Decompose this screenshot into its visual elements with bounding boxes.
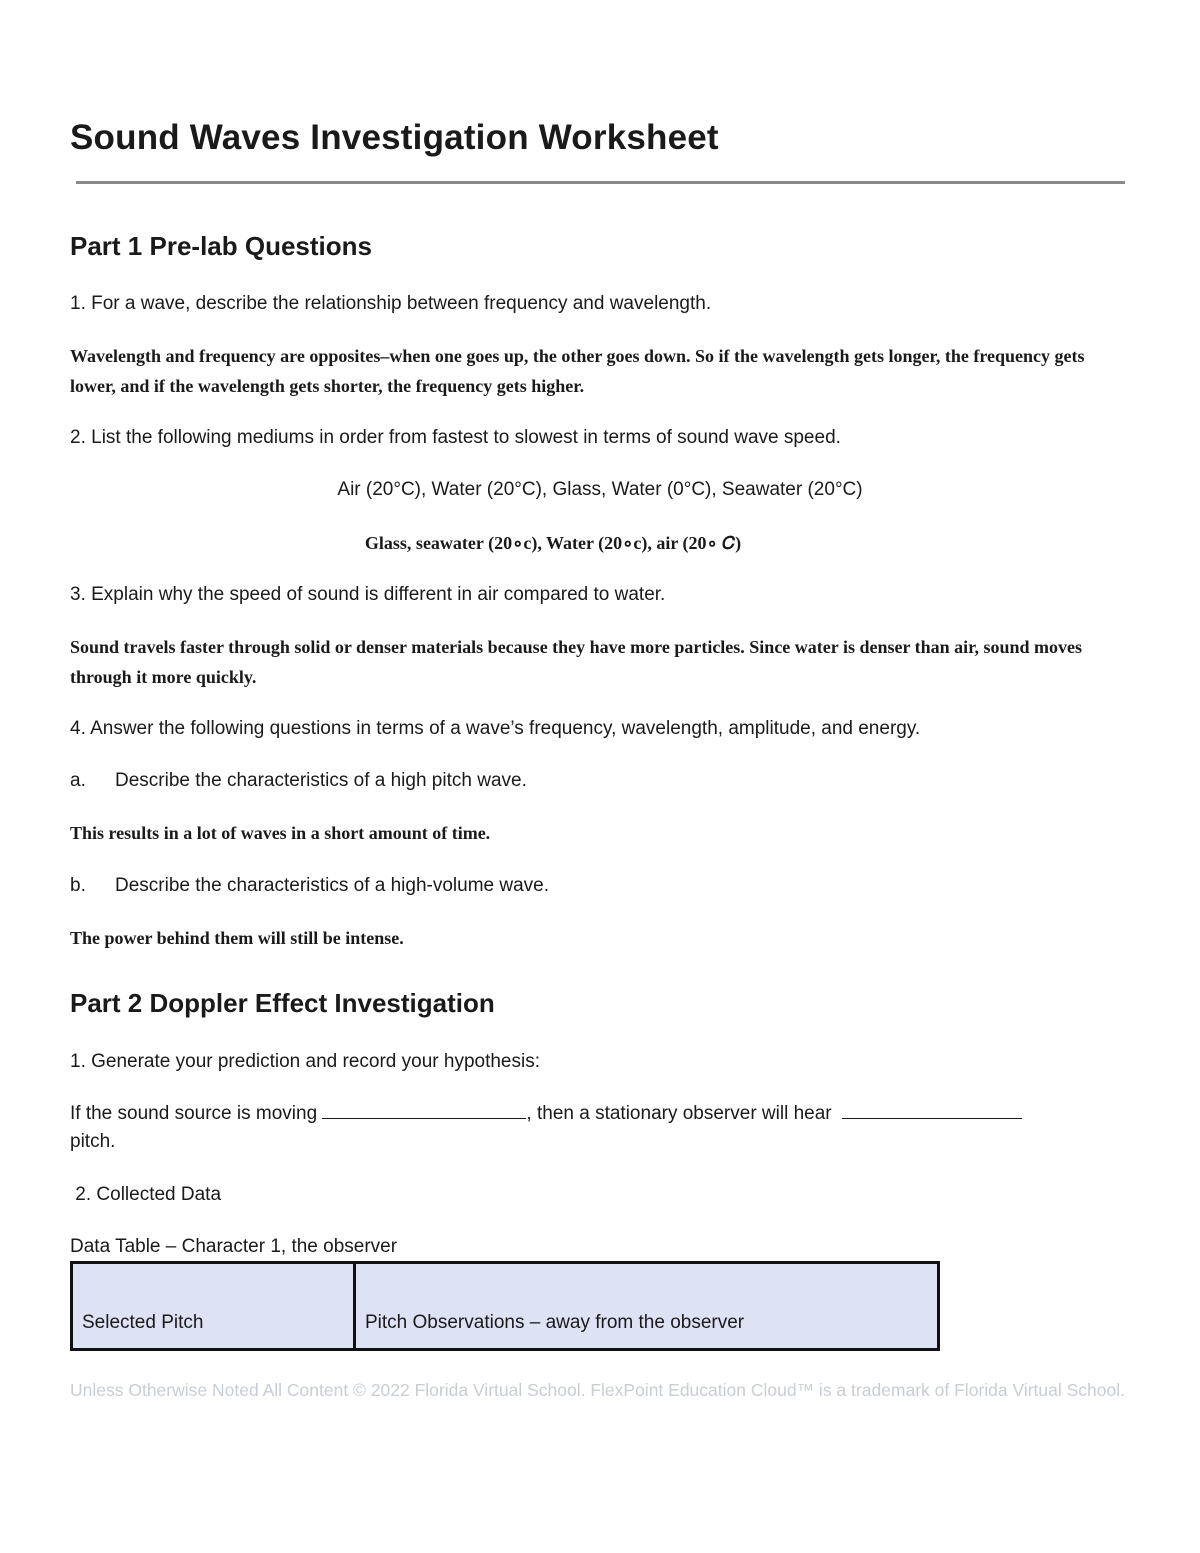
part2-heading: Part 2 Doppler Effect Investigation xyxy=(70,988,495,1018)
answer-2: Glass, seawater (20∘c), Water (20∘c), air (20∘ 𝐶) xyxy=(364,533,742,553)
hypothesis-blank-2[interactable] xyxy=(842,1100,1022,1119)
question-4b-text: Describe the characteristics of a high-volume wave. xyxy=(115,875,550,896)
question-2: 2. List the following mediums in order from fastest to slowest in terms of sound wave speed. xyxy=(70,427,841,448)
medium-list: Air (20°C), Water (20°C), Glass, Water (0°C), Seawater (20°C) xyxy=(337,479,863,500)
answer-3: Sound travels faster through solid or denser materials because they have more particles. Since water is denser than air, sound moves through it more quickly. xyxy=(70,637,1082,687)
question-4b-letter: b. xyxy=(70,875,86,896)
answer-4b: The power behind them will still be intense. xyxy=(70,928,404,948)
question-1: 1. For a wave, describe the relationship between frequency and wavelength. xyxy=(70,293,712,314)
page-title: Sound Waves Investigation Worksheet xyxy=(70,118,719,157)
question-4: 4. Answer the following questions in terms of a wave’s frequency, wavelength, amplitude, and energy. xyxy=(70,718,921,739)
question-4b xyxy=(70,872,549,900)
copyright-footer: Unless Otherwise Noted All Content © 2022 Florida Virtual School. FlexPoint Education Cloud™ is a trademark of Florida Virtual School. xyxy=(70,1380,1125,1400)
table-header-row xyxy=(72,1263,939,1350)
hypothesis-sentence xyxy=(70,1100,1130,1156)
hypothesis-text-1: If the sound source is moving xyxy=(70,1103,323,1124)
data-table xyxy=(70,1261,940,1351)
part2-question-1: 1. Generate your prediction and record your hypothesis: xyxy=(70,1051,540,1072)
question-4a-letter: a. xyxy=(70,770,86,791)
part1-heading: Part 1 Pre-lab Questions xyxy=(70,231,372,261)
title-divider xyxy=(76,181,1125,184)
part2-question-2: 2. Collected Data xyxy=(70,1184,222,1205)
question-3: 3. Explain why the speed of sound is different in air compared to water. xyxy=(70,584,666,605)
table-caption: Data Table – Character 1, the observer xyxy=(70,1236,398,1257)
table-header-selected-pitch: Selected Pitch xyxy=(72,1263,355,1350)
hypothesis-text-3: pitch. xyxy=(70,1131,116,1152)
hypothesis-blank-1[interactable] xyxy=(322,1100,526,1119)
hypothesis-text-2: , then a stationary observer will hear xyxy=(526,1103,837,1124)
table-header-pitch-observations: Pitch Observations – away from the observer xyxy=(355,1263,939,1350)
question-4a-text: Describe the characteristics of a high pitch wave. xyxy=(115,770,527,791)
question-4a xyxy=(70,767,527,795)
answer-1: Wavelength and frequency are opposites–when one goes up, the other goes down. So if the wavelength gets longer, the frequency gets lower, and if the wavelength gets shorter, the frequency gets higher. xyxy=(70,346,1085,396)
answer-4a: This results in a lot of waves in a short amount of time. xyxy=(70,823,491,843)
